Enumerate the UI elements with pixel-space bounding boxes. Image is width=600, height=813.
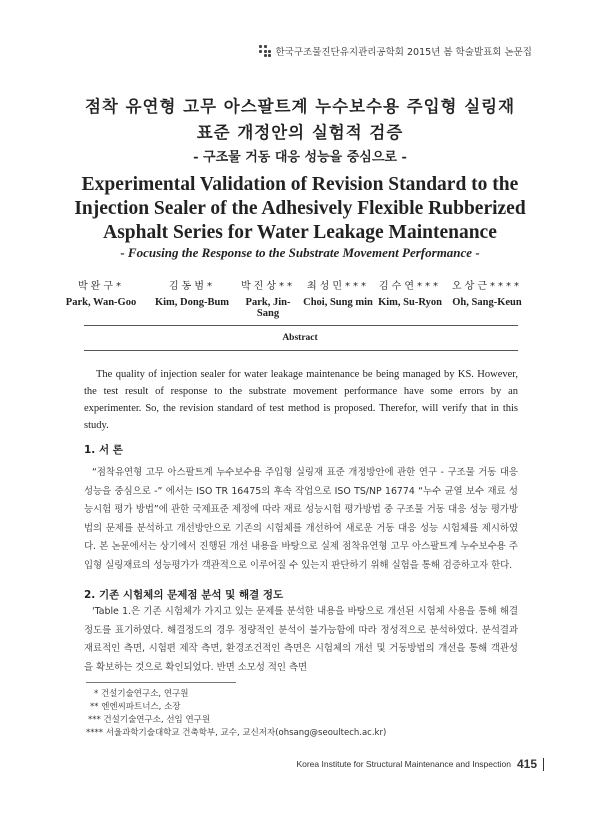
section-2-text: 'Table 1.은 기존 시험체가 가지고 있는 문제를 분석한 내용을 바탕으로 개선된 시험체 사용을 통해 해결정도를 표기하였다. 해결정도의 경우 정량적인 분석이 불가능함에 따라 정성적으로 분석하였다. 분석결과 재료적인 측면, 시험편 제작 측면, 환경조건적인 측면은 시험체의 개선 및 거동방법의 개선을 통해 객관성을 확보하는 것으로 확인되었다. 반면 소모성 적인 측면 [84, 606, 518, 673]
journal-logo-icon [259, 45, 271, 57]
running-header [259, 44, 532, 58]
author-ko: 김동범* [169, 281, 215, 292]
abstract-text: The quality of injection sealer for water leakage maintenance be being managed by KS. However, the test result of response to the substrate movement performance have some errors by an experimenter. So, the revision standard of test method is proposed. Therefor, will verify that in this study. [84, 369, 518, 431]
author-2 [151, 277, 233, 308]
footer-institute: Korea Institute for Structural Maintenance and Inspection [296, 759, 511, 769]
author-5 [375, 277, 445, 308]
journal-name: 한국구조물진단유지관리공학회 2015년 봄 학술발표회 논문집 [275, 47, 532, 58]
section-1-text: “점착유연형 고무 아스팔트계 누수보수용 주입형 실링재 표준 개정방안에 관한 연구 - 구조물 거동 대응성능을 중심으로 -” 에서는 ISO TR 16475의 후속 작업으로 ISO TS/NP 16774 “누수 균열 보수 재료 성능시험 평가 방법”에 관한 국제표준 제정에 따라 재료 성능시험 평가방법 중 구조물 거동 대응 성능 평가방법의 문제를 분석하고 개선방안으로 기존의 시험체를 개선하여 새로운 거동 대응 성능 시험체를 제시하였다. 본 논문에서는 상기에서 진행된 개선 내용을 바탕으로 실제 점착유연형 고무 아스팔트계 누수보수용 주입형 실링재료의 성능평가가 객관적으로 이루어질 수 있는지 판단하기 위해 실험을 통해 검증하고자 한다. [84, 467, 518, 571]
abstract-bottom-rule [84, 350, 518, 351]
author-en: Kim, Su-Ryon [378, 297, 442, 308]
author-ko: 박진상** [241, 281, 295, 292]
english-title-line3: Asphalt Series for Water Leakage Maintenance [103, 222, 497, 243]
author-ko: 박완구* [78, 281, 124, 292]
author-en: Kim, Dong-Bum [154, 297, 230, 308]
abstract-heading: Abstract [282, 333, 318, 343]
author-ko: 김수연*** [379, 281, 441, 292]
section-1-heading: 1. 서 론 [84, 444, 123, 456]
author-en: Park, Jin-Sang [245, 297, 291, 319]
footnote-2: ** 엔엔씨파트너스, 소장 [90, 702, 181, 712]
author-6 [447, 277, 527, 308]
page-footer [296, 757, 544, 771]
author-3 [235, 277, 301, 319]
author-ko: 오상근**** [452, 281, 522, 292]
author-ko: 최성민*** [307, 281, 369, 292]
english-subtitle: - Focusing the Response to the Substrate Movement Performance - [120, 245, 480, 260]
author-1 [65, 277, 137, 308]
footnote-3: *** 건설기술연구소, 선임 연구원 [88, 715, 211, 725]
english-title-line2: Injection Sealer of the Adhesively Flexible Rubberized [74, 198, 526, 219]
korean-title-line1: 점착 유연형 고무 아스팔트계 누수보수용 주입형 실링재 [84, 97, 516, 116]
author-en: Park, Wan-Goo [65, 297, 137, 308]
abstract-top-rule [84, 325, 518, 326]
section-2-heading: 2. 기존 시험체의 문제점 분석 및 해결 정도 [84, 589, 284, 601]
footnote-rule [86, 682, 236, 683]
korean-title-line2: 표준 개정안의 실험적 검증 [196, 123, 404, 142]
footnote-1: * 건설기술연구소, 연구원 [94, 689, 189, 699]
author-4 [303, 277, 373, 308]
author-en: Choi, Sung min [303, 297, 373, 308]
author-en: Oh, Sang-Keun [452, 297, 522, 308]
footer-divider [543, 758, 544, 771]
korean-subtitle: - 구조물 거동 대응 성능을 중심으로 - [193, 150, 407, 165]
footnotes [86, 688, 386, 740]
english-title-line1: Experimental Validation of Revision Standard to the [81, 174, 519, 195]
footnote-4: **** 서울과학기술대학교 건축학부, 교수, 교신저자(ohsang@seoultech.ac.kr) [86, 728, 387, 738]
page-number: 415 [516, 757, 537, 771]
